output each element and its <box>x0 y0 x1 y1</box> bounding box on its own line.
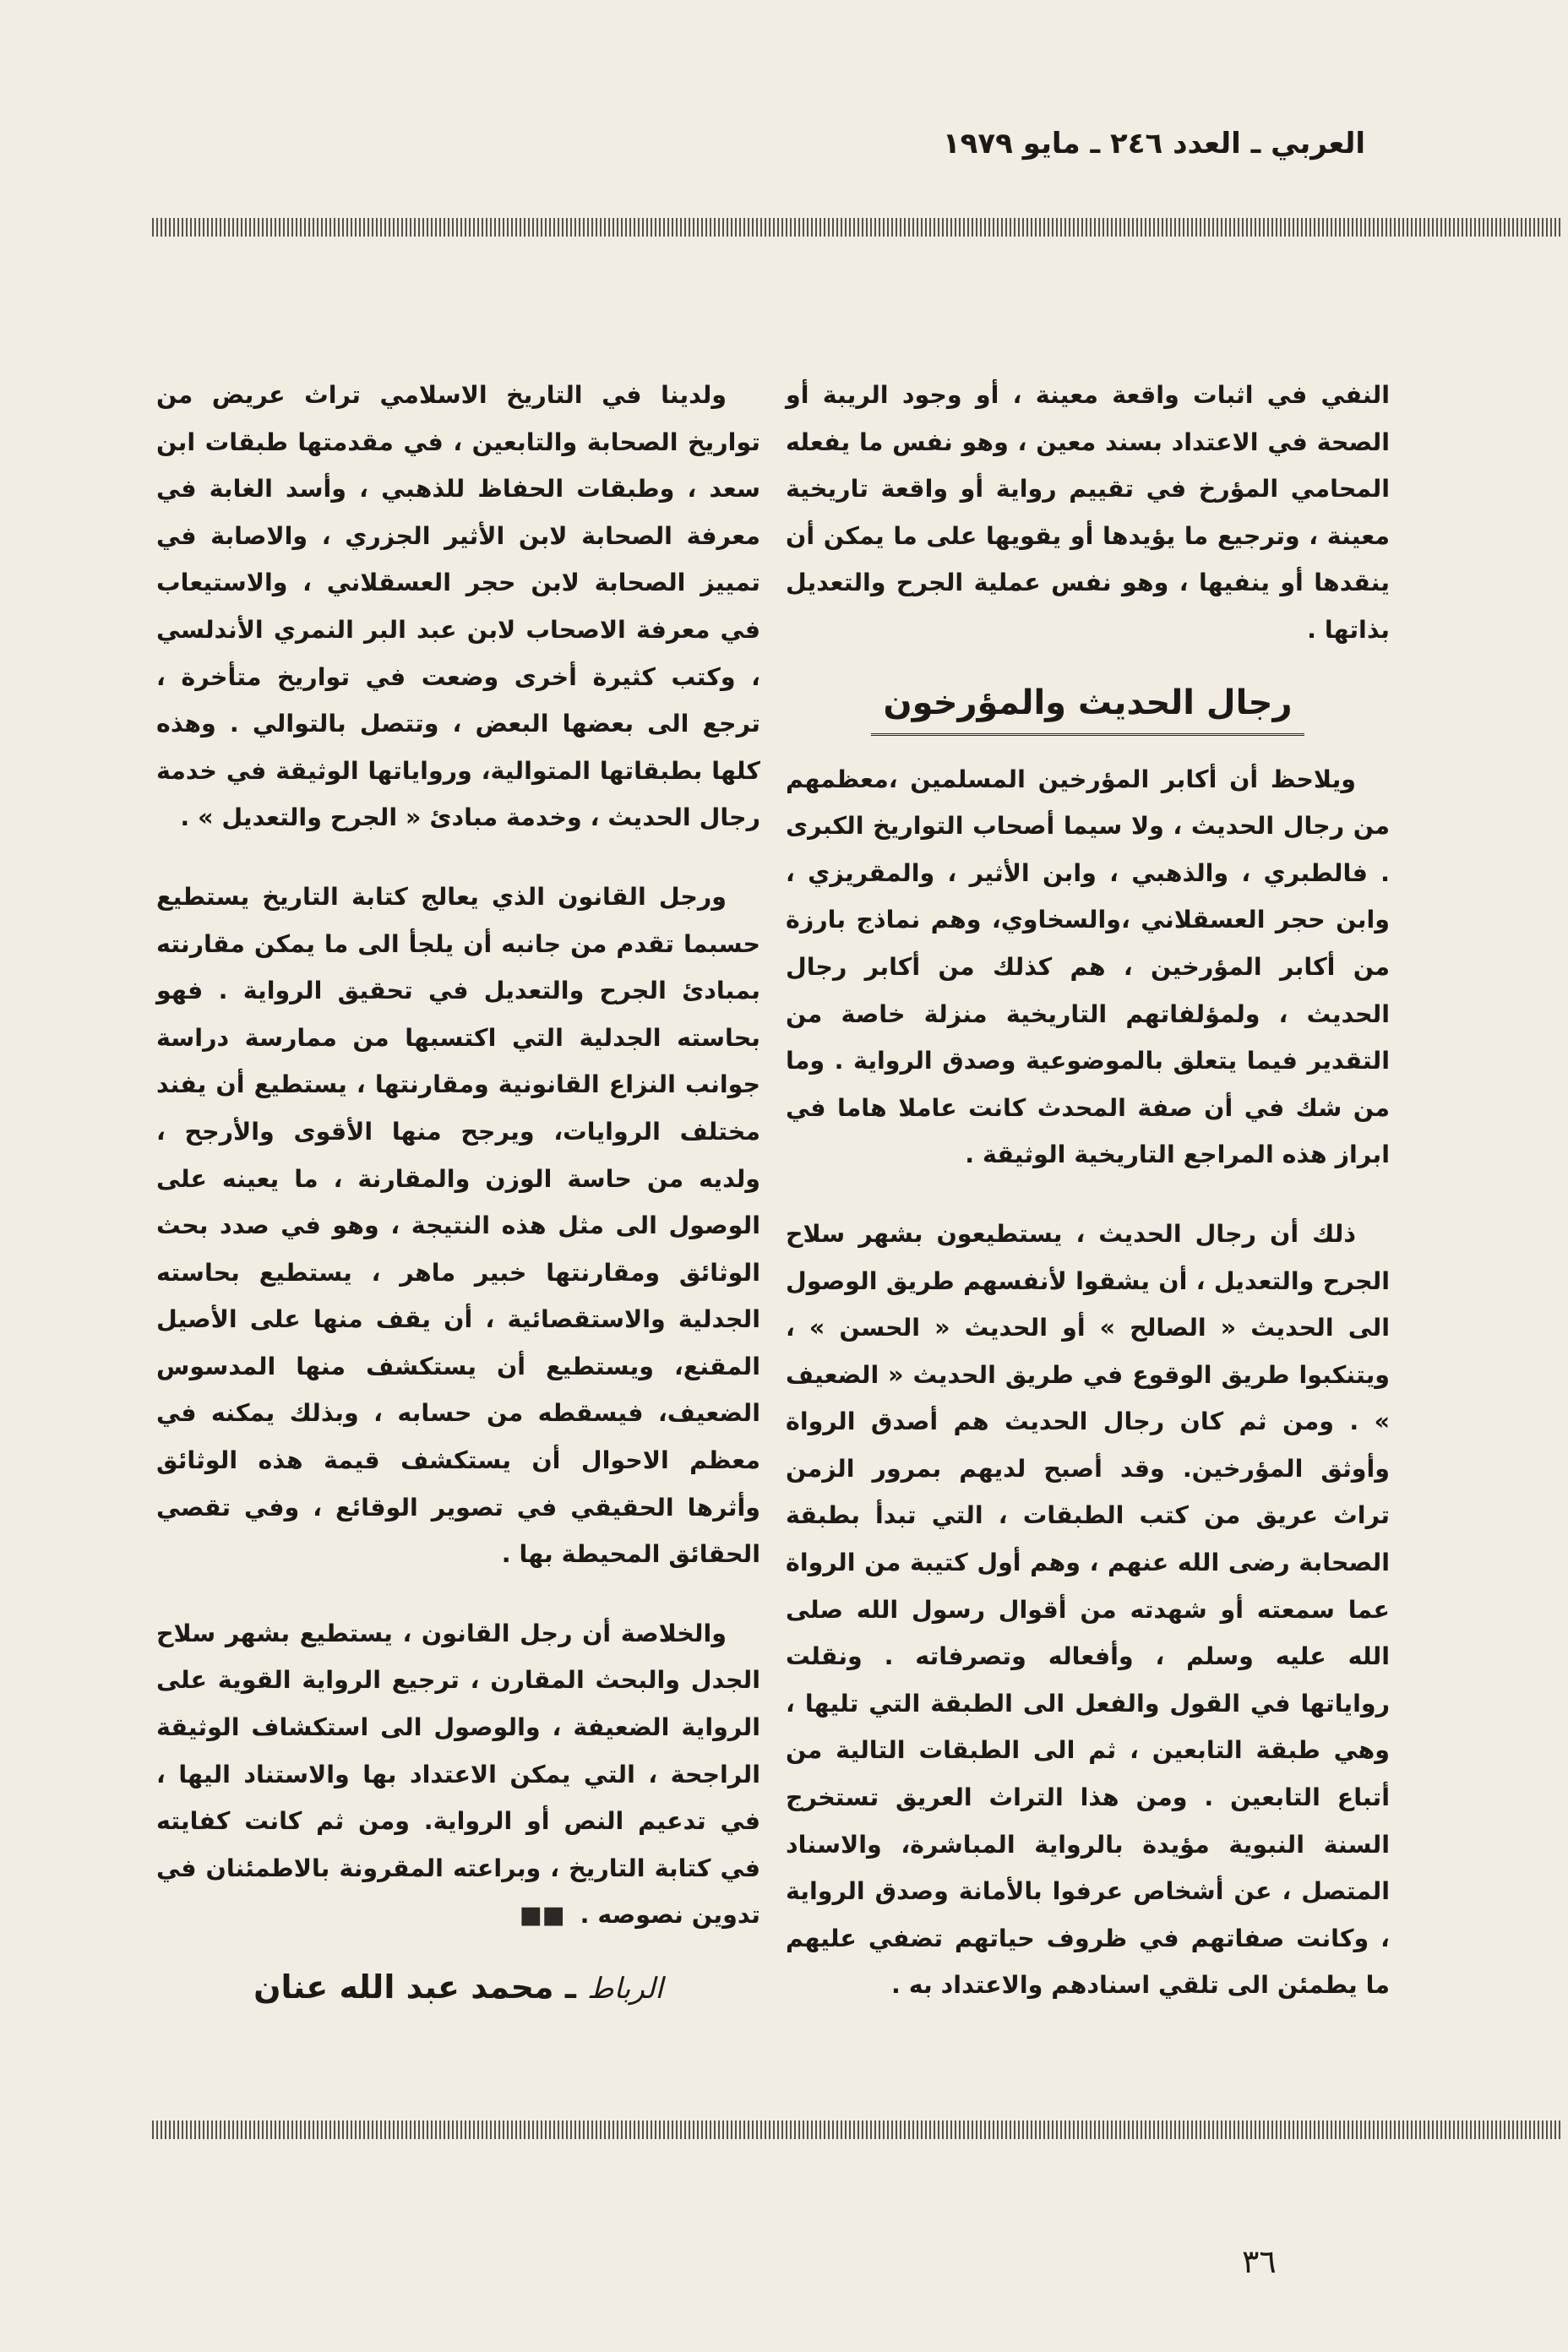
left-paragraph-2: ورجل القانون الذي يعالج كتابة التاريخ يستطيع حسبما تقدم من جانبه أن يلجأ الى ما يمكن مقارنته بمبادئ الجرح والتعديل في تحقيق الرواية . فهو بحاسته الجدلية التي اكتسبها من ممارسة دراسة جوانب النزاع القانونية ومقارنتها ، يستطيع أن يفند مختلف الروايات، ويرجح منها الأقوى والأرجح ، ولديه من حاسة الوزن والمقارنة ، ما يعينه على الوصول الى مثل هذه النتيجة ، وهو في صدد بحث الوثائق ومقارنتها خبير ماهر ، يستطيع بحاسته الجدلية والاستقصائية ، أن يقف منها على الأصيل المقنع، ويستطيع أن يستكشف منها المدسوس الضعيف، فيسقطه من حسابه ، وبذلك يمكنه في معظم الاحوال أن يستكشف قيمة هذه الوثائق وأثرها الحقيقي في تصوير الوقائع ، وفي تقصي الحقائق المحيطة بها . <box>156 882 760 1569</box>
end-of-article-mark: ■■ <box>519 1901 565 1930</box>
right-paragraph-2: ذلك أن رجال الحديث ، يستطيعون بشهر سلاح الجرح والتعديل ، أن يشقوا لأنفسهم طريق الوصول الى الحديث « الصالح » أو الحديث « الحسن » ، ويتنكبوا طريق الوقوع في طريق الحديث « الضعيف » . ومن ثم كان رجال الحديث هم أصدق الرواة وأوثق المؤرخين. وقد أصبح لديهم بمرور الزمن تراث عريق من كتب الطبقات ، التي تبدأ بطبقة الصحابة رضى الله عنهم ، وهم أول كتيبة من الرواة عما سمعته أو شهدته من أقوال رسول الله صلى الله عليه وسلم ، وأفعاله وتصرفاته . ونقلت رواياتها في القول والفعل الى الطبقة التي تليها ، وهي طبقة التابعين ، ثم الى الطبقات التالية من أتباع التابعين . ومن هذا التراث العريق تستخرج السنة النبوية مؤيدة بالرواية المباشرة، والاسناد المتصل ، عن أشخاص عرفوا بالأمانة وصدق الرواية ، وكانت صفاتهم في ظروف حياتهم تضفي عليهم ما يطمئن الى تلقي اسنادهم والاعتداد به . <box>786 1219 1390 2000</box>
running-header: العربي ـ العدد ٢٤٦ ـ مايو ١٩٧٩ <box>942 127 1365 161</box>
section-heading <box>786 678 1390 736</box>
right-intro-paragraph: النفي في اثبات واقعة معينة ، أو وجود الريبة أو الصحة في الاعتداد بسند معين ، وهو نفس ما يفعله المحامي المؤرخ في تقييم رواية أو واقعة تاريخية معينة ، وترجيع ما يؤيدها أو يقويها على ما يمكن أن ينقدها أو ينفيها ، وهو نفس عملية الجرح والتعديل بذاتها . <box>786 381 1390 644</box>
author-signature <box>156 1964 760 2013</box>
right-column <box>786 372 1390 2009</box>
left-paragraph-3 <box>156 1610 760 1939</box>
left-column <box>156 372 760 2013</box>
left-paragraph-3-text: والخلاصة أن رجل القانون ، يستطيع بشهر سلاح الجدل والبحث المقارن ، ترجيع الرواية القوية على الرواية الضعيفة ، والوصول الى استكشاف الوثيقة الراجحة ، التي يمكن الاعتداد بها والاستناد اليها ، في تدعيم النص أو الرواية. ومن ثم كانت كفايته في كتابة التاريخ ، وبراعته المقرونة بالاطمئنان في تدوين نصوصه . <box>156 1619 760 1930</box>
signature-author: محمد عبد الله عنان <box>253 1968 554 2006</box>
left-paragraph-1: ولدينا في التاريخ الاسلامي تراث عريض من تواريخ الصحابة والتابعين ، في مقدمتها طبقات ابن سعد ، وطبقات الحفاظ للذهبي ، وأسد الغابة في معرفة الصحابة لابن الأثير الجزري ، والاصابة في تمييز الصحابة لابن حجر العسقلاني ، والاستيعاب في معرفة الاصحاب لابن عبد البر النمري الأندلسي ، وكتب كثيرة أخرى وضعت في تواريخ متأخرة ، ترجع الى بعضها البعض ، وتتصل بالتوالي . وهذه كلها بطبقاتها المتوالية، ورواياتها الوثيقة في خدمة رجال الحديث ، وخدمة مبادئ « الجرح والتعديل » . <box>156 381 760 832</box>
signature-separator: ـ <box>564 1968 576 2006</box>
signature-place: الرباط <box>587 1972 663 2006</box>
page-number: ٣٦ <box>1242 2243 1277 2280</box>
top-hatched-rule <box>152 218 1563 237</box>
section-heading-text: رجال الحديث والمؤرخون <box>871 678 1304 736</box>
bottom-hatched-rule <box>152 2121 1563 2139</box>
right-paragraph-1: ويلاحظ أن أكابر المؤرخين المسلمين ،معظمهم من رجال الحديث ، ولا سيما أصحاب التواريخ الكبرى . فالطبري ، والذهبي ، وابن الأثير ، والمقريزي ، وابن حجر العسقلاني ،والسخاوي، وهم نماذج بارزة من أكابر المؤرخين ، هم كذلك من أكابر رجال الحديث ، ولمؤلفاتهم التاريخية منزلة خاصة من التقدير فيما يتعلق بالموضوعية وصدق الرواية . وما من شك في أن صفة المحدث كانت عاملا هاما في ابراز هذه المراجع التاريخية الوثيقة . <box>786 765 1390 1169</box>
